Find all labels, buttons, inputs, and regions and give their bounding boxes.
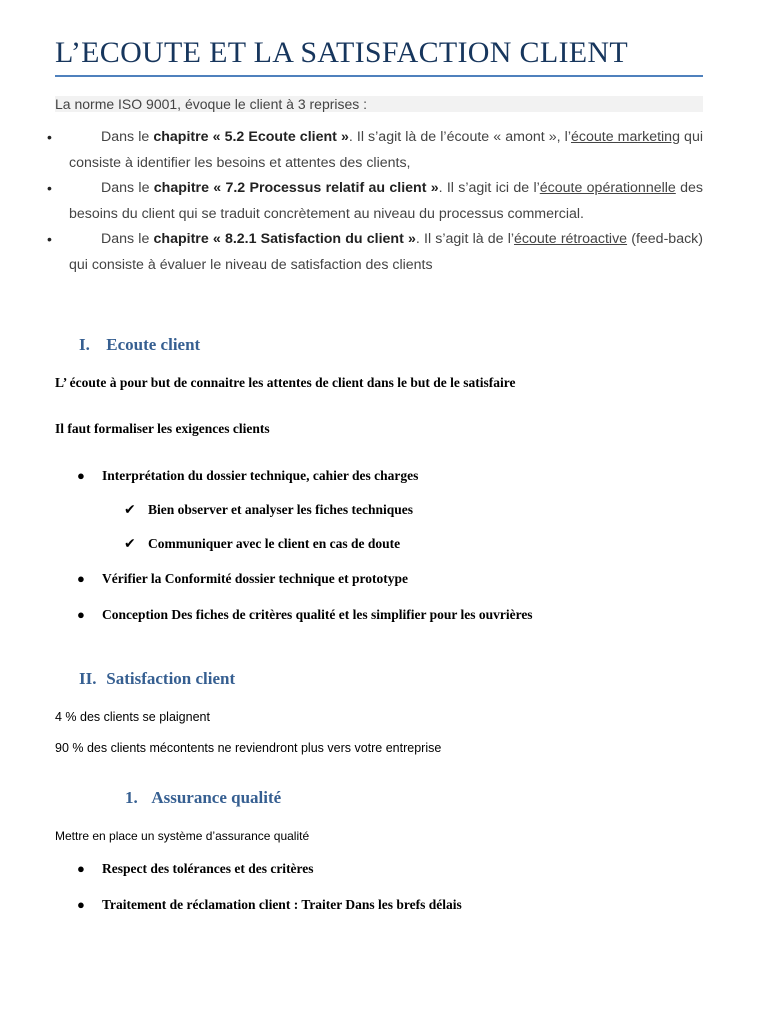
list-item (77, 897, 462, 913)
list-item (69, 125, 703, 176)
list-item-label: Respect des tolérances et des critères (102, 861, 314, 876)
paragraph: L’ écoute à pour but de connaitre les attentes de client dans le but de le satisfaire (55, 375, 516, 390)
bullet-icon: ● (77, 607, 85, 622)
bullet-icon: ● (77, 897, 85, 912)
title-underline (55, 75, 703, 77)
item-text: des besoins du client qui se traduit concrètement au niveau du processus commercial. (69, 180, 703, 222)
list-item (77, 607, 533, 623)
list-item-label: Vérifier la Conformité dossier technique et prototype (102, 571, 408, 586)
paragraph: Il faut formaliser les exigences clients (55, 421, 270, 436)
list-item (124, 502, 413, 518)
list-item-label: Traitement de réclamation client : Traiter Dans les brefs délais (102, 897, 462, 912)
item-text: Dans le (101, 231, 154, 247)
section-title: Ecoute client (106, 335, 201, 354)
subsection-heading-assurance (125, 788, 281, 808)
page-title: L’ECOUTE ET LA SATISFACTION CLIENT (55, 36, 628, 69)
section-heading-ecoute (79, 335, 200, 355)
bullet-icon: ● (77, 571, 85, 586)
checkmark-icon: ✔ (124, 536, 136, 552)
list-item-label: Bien observer et analyser les fiches techniques (148, 502, 413, 517)
section-title: Satisfaction client (106, 669, 236, 688)
list-item (77, 468, 418, 484)
norm-chapters-list (69, 125, 703, 278)
bullet-icon: ● (77, 861, 85, 876)
chapter-ref: chapitre « 5.2 Ecoute client » (153, 129, 349, 145)
list-item-label: Conception Des fiches de critères qualité et les simplifier pour les ouvrières (102, 607, 533, 622)
item-text: . Il s’agit ici de l’ (438, 180, 540, 196)
checkmark-icon: ✔ (124, 502, 136, 518)
item-text: . Il s’agit là de l’écoute « amont », l’ (348, 129, 571, 145)
list-item-label: Communiquer avec le client en cas de doute (148, 536, 401, 551)
underlined-term: écoute rétroactive (514, 231, 628, 247)
paragraph: Mettre en place un système d’assurance qualité (55, 829, 310, 843)
chapter-ref: chapitre « 7.2 Processus relatif au client » (153, 180, 439, 196)
list-item (77, 861, 314, 877)
item-text: (feed-back) qui consiste à évaluer le niveau de satisfaction des clients (69, 231, 703, 273)
chapter-ref: chapitre « 8.2.1 Satisfaction du client » (153, 231, 416, 247)
list-item (77, 571, 408, 587)
list-item-label: Interprétation du dossier technique, cahier des charges (102, 468, 419, 483)
list-item (124, 536, 400, 552)
section-number: I. (79, 335, 90, 354)
underlined-term: écoute marketing (570, 129, 680, 145)
item-text: qui consiste à identifier les besoins et attentes des clients, (69, 129, 703, 171)
section-heading-satisfaction (79, 669, 235, 689)
item-text: . Il s’agit là de l’ (415, 231, 515, 247)
intro-text: La norme ISO 9001, évoque le client à 3 reprises : (55, 96, 703, 112)
underlined-term: écoute opérationnelle (539, 180, 676, 196)
paragraph: 4 % des clients se plaignent (55, 710, 210, 724)
list-item (69, 176, 703, 227)
list-item (69, 227, 703, 278)
section-title: Assurance qualité (151, 788, 282, 807)
section-number: 1. (125, 788, 138, 807)
item-text: Dans le (101, 129, 154, 145)
item-text: Dans le (101, 180, 154, 196)
paragraph: 90 % des clients mécontents ne reviendront plus vers votre entreprise (55, 741, 442, 755)
bullet-icon: ● (77, 468, 85, 483)
section-number: II. (79, 669, 97, 688)
